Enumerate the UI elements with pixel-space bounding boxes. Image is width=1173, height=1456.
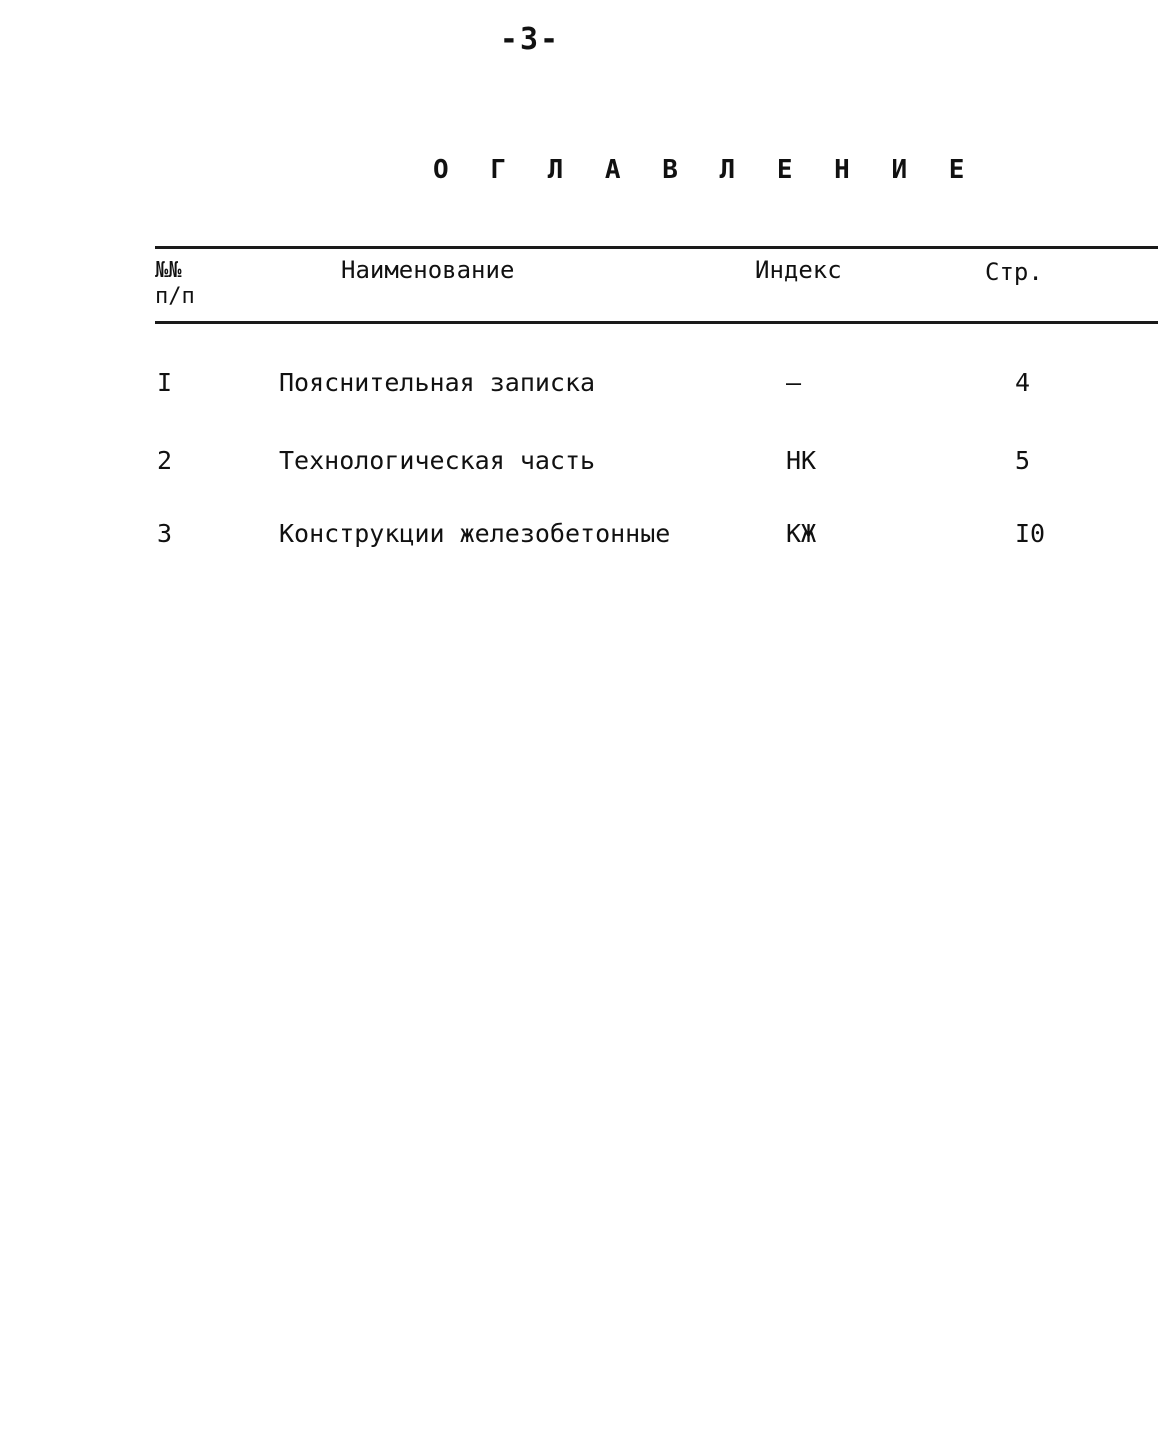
row-number: I [157,368,173,397]
table-row [0,519,1173,555]
row-page: 4 [1015,368,1031,397]
row-number: 3 [157,519,173,548]
row-page: I0 [1015,519,1046,548]
page-number: -3- [499,22,561,57]
header-page: Стр. [985,258,1043,286]
row-index: – [786,368,802,397]
table-row [0,446,1173,482]
row-name: Технологическая часть [279,446,596,475]
header-number-column [155,258,195,310]
header-index: Индекс [755,256,842,284]
header-name: Наименование [341,256,515,284]
row-name: Пояснительная записка [279,368,596,397]
table-header-bottom-rule [155,321,1158,324]
table-row [0,368,1173,404]
header-number-line1: №№ [155,258,182,283]
row-index: НК [786,446,817,475]
row-index: КЖ [786,519,817,548]
header-number-line2: п/п [155,284,195,309]
row-number: 2 [157,446,173,475]
document-title: О Г Л А В Л Е Н И Е [433,155,978,185]
table-top-rule [155,246,1158,249]
row-page: 5 [1015,446,1031,475]
row-name: Конструкции железобетонные [279,519,671,548]
